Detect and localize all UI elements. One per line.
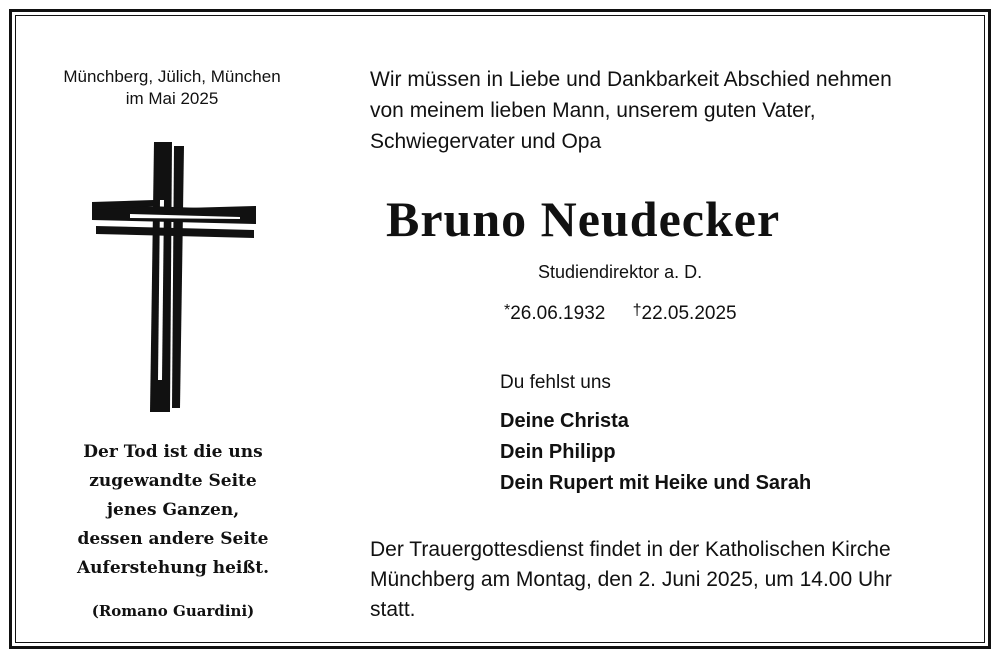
- mourners-list: [500, 406, 811, 499]
- place-line: Münchberg, Jülich, München: [63, 67, 281, 86]
- cross-icon: [90, 140, 258, 412]
- life-dates: [504, 302, 737, 325]
- service-line: Der Trauergottesdienst findet in der Katholischen Kirche: [370, 538, 891, 561]
- mourner-name: Dein Rupert mit Heike und Sarah: [500, 472, 812, 494]
- death-symbol: †: [632, 302, 642, 319]
- quote-author: (Romano Guardini): [91, 602, 255, 620]
- birth-date: 26.06.1932: [510, 303, 606, 324]
- service-line: statt.: [370, 598, 416, 621]
- quote-line: Auferstehung heißt.: [76, 558, 270, 578]
- service-notice: [370, 535, 970, 625]
- intro-line: von meinem lieben Mann, unserem guten Vater,: [370, 99, 816, 122]
- mourner-name: Dein Philipp: [500, 441, 616, 463]
- deceased-title: Studiendirektor a. D.: [538, 262, 703, 282]
- quote-line: zugewandte Seite: [89, 471, 257, 491]
- deceased-name: Bruno Neudecker: [386, 191, 781, 247]
- mourners-intro: Du fehlst uns: [500, 372, 611, 393]
- intro-line: Wir müssen in Liebe und Dankbarkeit Abschied nehmen: [370, 68, 892, 91]
- quote-line: dessen andere Seite: [77, 529, 269, 549]
- mourner-name: Deine Christa: [500, 410, 629, 432]
- date-line: im Mai 2025: [125, 89, 219, 108]
- quote: [42, 438, 304, 583]
- intro-line: Schwiegervater und Opa: [370, 130, 602, 153]
- service-line: Münchberg am Montag, den 2. Juni 2025, um 14.00 Uhr: [370, 568, 892, 591]
- place-and-date: [44, 66, 300, 110]
- birth-symbol: *: [504, 302, 511, 319]
- death-date: 22.05.2025: [641, 303, 737, 324]
- announcement-intro: [370, 64, 970, 157]
- quote-line: Der Tod ist die uns: [83, 442, 263, 462]
- quote-line: jenes Ganzen,: [106, 500, 240, 520]
